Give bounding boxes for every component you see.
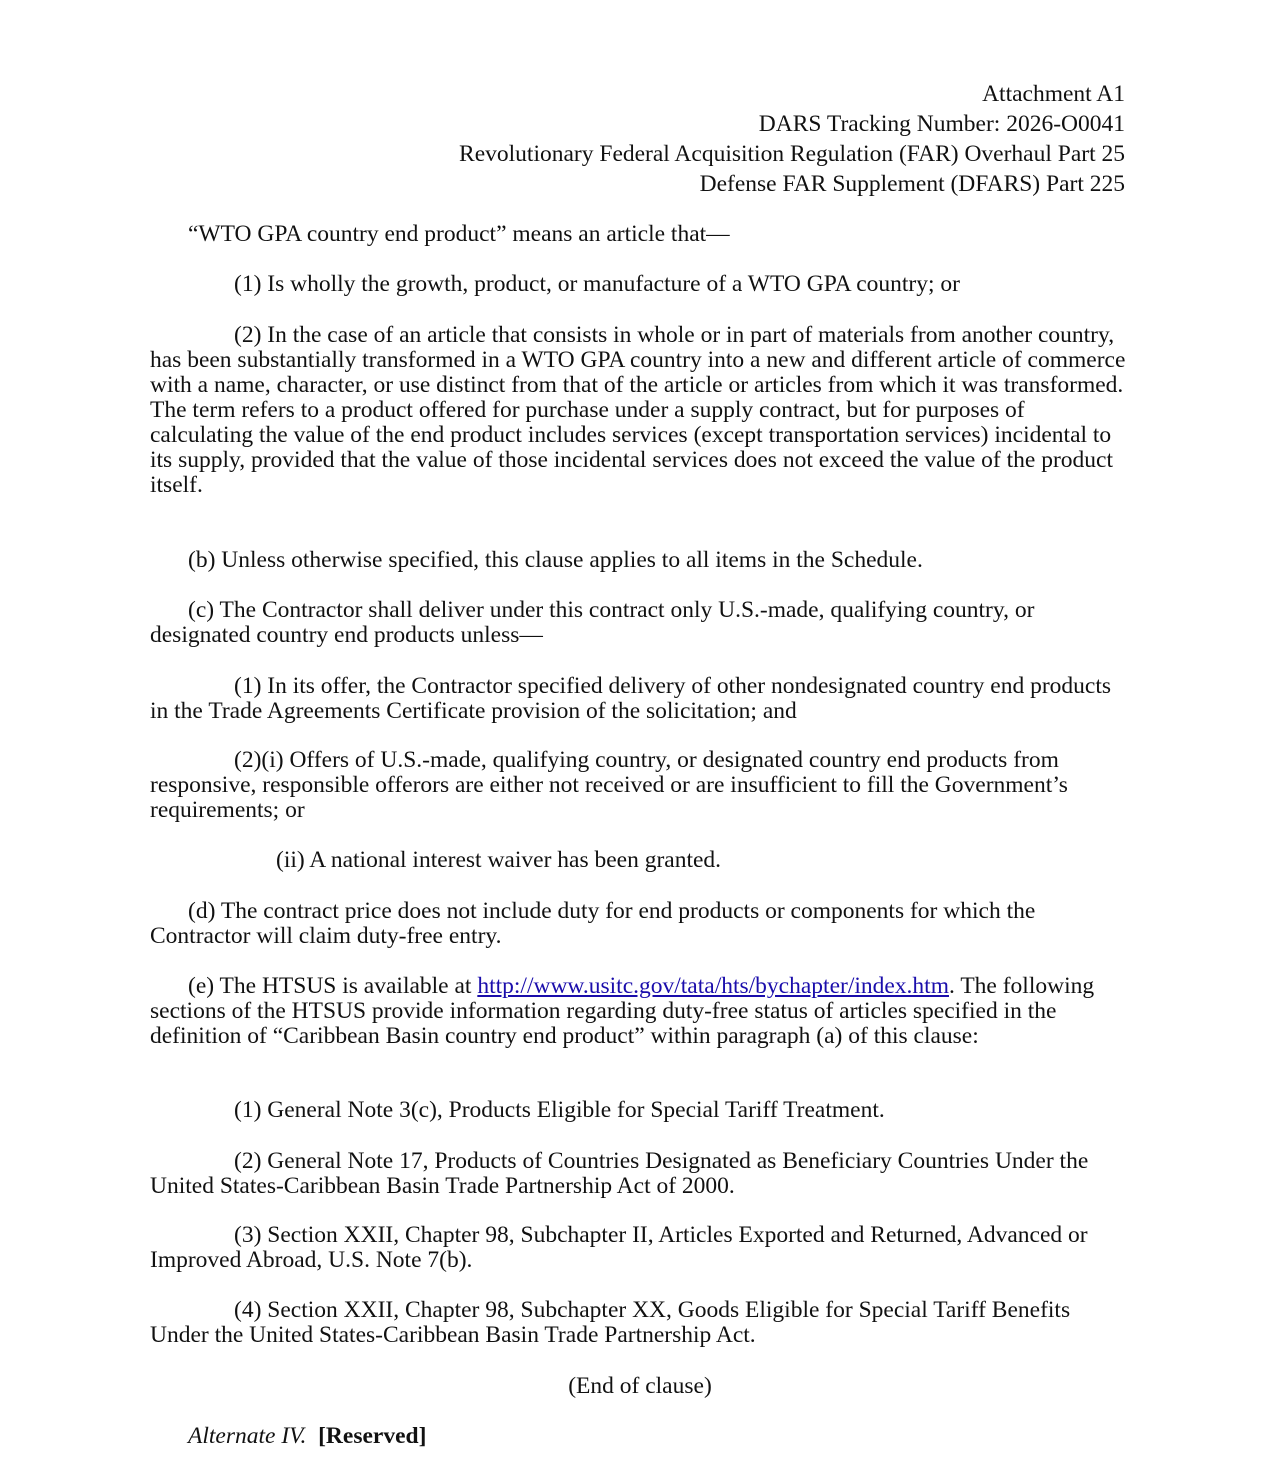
paragraph-c-2-ii: (ii) A national interest waiver has been granted. [276, 847, 722, 873]
htsus-link[interactable]: http://www.usitc.gov/tata/hts/bychapter/index.htm [477, 973, 949, 999]
wto-item-1: (1) Is wholly the growth, product, or manufacture of a WTO GPA country; or [234, 271, 960, 297]
dfars-part-title: Defense FAR Supplement (DFARS) Part 225 [699, 171, 1125, 197]
end-of-clause: (End of clause) [568, 1373, 712, 1399]
wto-definition: “WTO GPA country end product” means an article that— [188, 221, 730, 247]
wto-item-2: (2) In the case of an article that consists in whole or in part of materials from another country, has been substantially transformed in a WTO GPA country into a new and different article of commerce with a name, character, or use distinct from that of the article or articles from which it was transformed. The term refers to a product offered for purchase under a supply contract, but for purposes of calculating the value of the end product includes services (except transportation services) incidental to its supply, provided that the value of those incidental services does not exceed the value of the product itself. [150, 322, 1126, 498]
paragraph-e-4: (4) Section XXII, Chapter 98, Subchapter XX, Goods Eligible for Special Tariff Benefits Under the United States-Caribbean Basin Trade Partnership Act. [150, 1297, 1071, 1348]
paragraph-d: (d) The contract price does not include duty for end products or components for which the Contractor will claim duty-free entry. [150, 898, 1036, 949]
paragraph-c-2-i: (2)(i) Offers of U.S.-made, qualifying country, or designated country end products from responsive, responsible offerors are either not received or are insufficient to fill the Government’s requirements; or [150, 747, 1068, 823]
paragraph-e-2: (2) General Note 17, Products of Countries Designated as Beneficiary Countries Under the United States-Caribbean Basin Trade Partnership Act of 2000. [150, 1148, 1089, 1199]
paragraph-e [150, 974, 1130, 1049]
paragraph-b: (b) Unless otherwise specified, this clause applies to all items in the Schedule. [188, 547, 923, 573]
page-header [459, 79, 1125, 199]
paragraph-e-suffix: . The following sections of the HTSUS provide information regarding duty-free status of articles specified in the definition of “Caribbean Basin country end product” within paragraph (a) of this clause: [150, 973, 1095, 1049]
far-part-title: Revolutionary Federal Acquisition Regulation (FAR) Overhaul Part 25 [459, 141, 1125, 167]
alternate-iv-status: [Reserved] [318, 1423, 427, 1449]
alternate-iv-label: Alternate IV. [188, 1423, 307, 1449]
paragraph-c-1: (1) In its offer, the Contractor specified delivery of other nondesignated country end products in the Trade Agreements Certificate provision of the solicitation; and [150, 673, 1111, 724]
alternate-iv [150, 1424, 1130, 1449]
paragraph-e-prefix: (e) The HTSUS is available at [188, 973, 478, 999]
paragraph-c: (c) The Contractor shall deliver under this contract only U.S.-made, qualifying country, or designated country end products unless— [150, 597, 1035, 648]
paragraph-e-3: (3) Section XXII, Chapter 98, Subchapter II, Articles Exported and Returned, Advanced or Improved Abroad, U.S. Note 7(b). [150, 1222, 1088, 1273]
paragraph-e-1: (1) General Note 3(c), Products Eligible for Special Tariff Treatment. [234, 1097, 885, 1123]
tracking-number: DARS Tracking Number: 2026-O0041 [758, 111, 1125, 137]
attachment-label: Attachment A1 [982, 81, 1125, 107]
